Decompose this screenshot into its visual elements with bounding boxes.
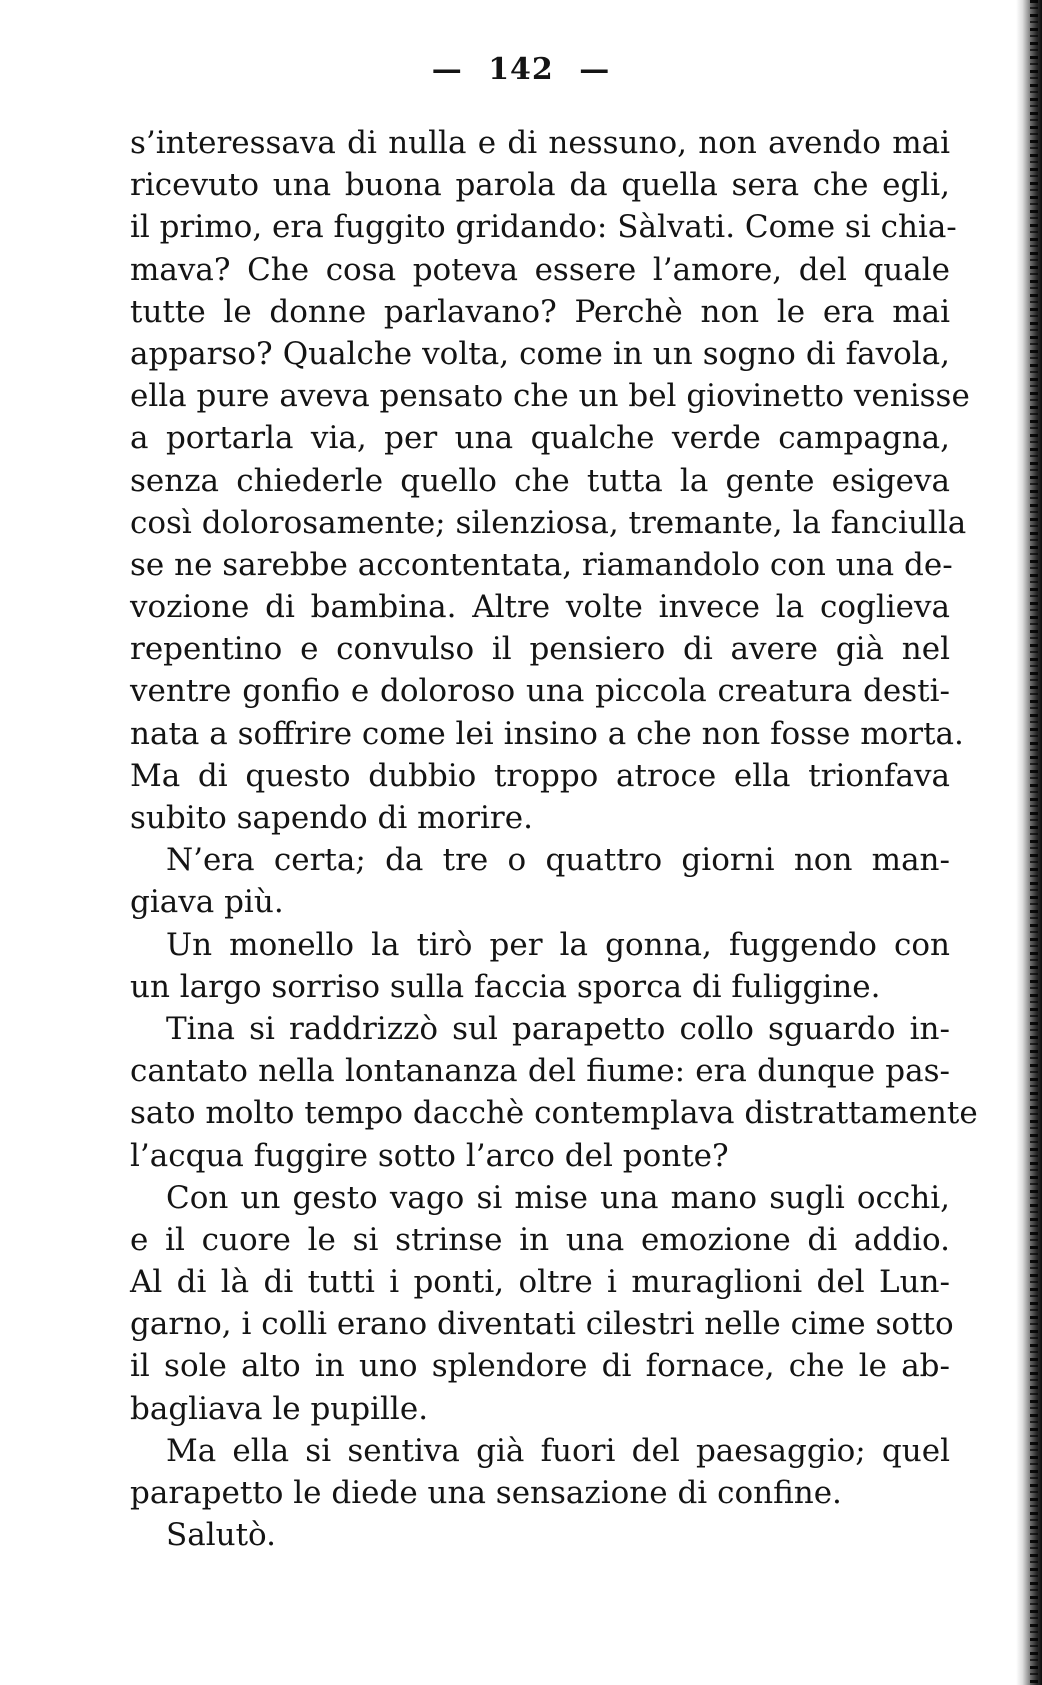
text-line: cantato nella lontananza del fiume: era dunque pas- (130, 1053, 950, 1090)
body-text (130, 122, 978, 1556)
text-line: l’acqua fuggire sotto l’arco del ponte? (130, 1137, 729, 1174)
text-line: nata a soffrire come lei insino a che non fosse morta. (130, 715, 964, 752)
text-line: tutte le donne parlavano? Perchè non le era mai (130, 293, 950, 330)
text-line: repentino e convulso il pensiero di avere già nel (130, 631, 950, 668)
text-line: apparso? Qualche volta, come in un sogno di favola, (130, 335, 950, 372)
page-edge-speckle (1030, 0, 1038, 1685)
text-line: Un monello la tirò per la gonna, fuggendo con (166, 926, 950, 963)
text-line: bagliava le pupille. (130, 1390, 429, 1427)
text-line: senza chiederle quello che tutta la gente esigeva (130, 462, 950, 499)
text-line: Ma ella si sentiva già fuori del paesaggio; quel (166, 1432, 950, 1469)
text-line: garno, i colli erano diventati cilestri nelle cime sotto (130, 1306, 954, 1343)
text-line: un largo sorriso sulla faccia sporca di fuliggine. (130, 968, 881, 1005)
text-line: Salutò. (166, 1517, 277, 1554)
page-header (0, 52, 1042, 87)
text-line: Ma di questo dubbio troppo atroce ella trionfava (130, 757, 950, 794)
text-line: così dolorosamente; silenziosa, tremante, la fanciulla (130, 504, 967, 541)
header-dash-left: — (431, 52, 463, 87)
text-line: il sole alto in uno splendore di fornace, che le ab- (130, 1348, 950, 1385)
text-line: se ne sarebbe accontentata, riamandolo con una de- (130, 546, 953, 583)
text-line: Con un gesto vago si mise una mano sugli occhi, (166, 1179, 950, 1216)
page-number: 142 (488, 52, 554, 87)
text-line: vozione di bambina. Altre volte invece la coglieva (130, 589, 950, 626)
text-line: ricevuto una buona parola da quella sera che egli, (130, 167, 950, 204)
text-line: e il cuore le si strinse in una emozione di addio. (130, 1221, 950, 1258)
page-edge-shadow (1016, 0, 1042, 1685)
text-line: il primo, era fuggito gridando: Sàlvati. Come si chia- (130, 209, 957, 246)
text-line: a portarla via, per una qualche verde campagna, (130, 420, 950, 457)
text-line: giava più. (130, 884, 284, 921)
text-line: ventre gonfio e doloroso una piccola creatura desti- (130, 673, 950, 710)
text-line: parapetto le diede una sensazione di confine. (130, 1475, 842, 1511)
text-line: s’interessava di nulla e di nessuno, non avendo mai (130, 125, 950, 161)
text-line: sato molto tempo dacchè contemplava distrattamente (130, 1095, 978, 1132)
header-dash-right: — (579, 52, 611, 87)
text-line: mava? Che cosa poteva essere l’amore, del quale (130, 251, 950, 288)
text-line: subito sapendo di morire. (130, 800, 533, 836)
text-line: Al di là di tutti i ponti, oltre i muraglioni del Lun- (130, 1264, 950, 1301)
text-line: Tina si raddrizzò sul parapetto collo sguardo in- (166, 1010, 950, 1047)
text-line: ella pure aveva pensato che un bel giovinetto venisse (130, 378, 970, 415)
text-line: N’era certa; da tre o quattro giorni non man- (166, 842, 950, 879)
